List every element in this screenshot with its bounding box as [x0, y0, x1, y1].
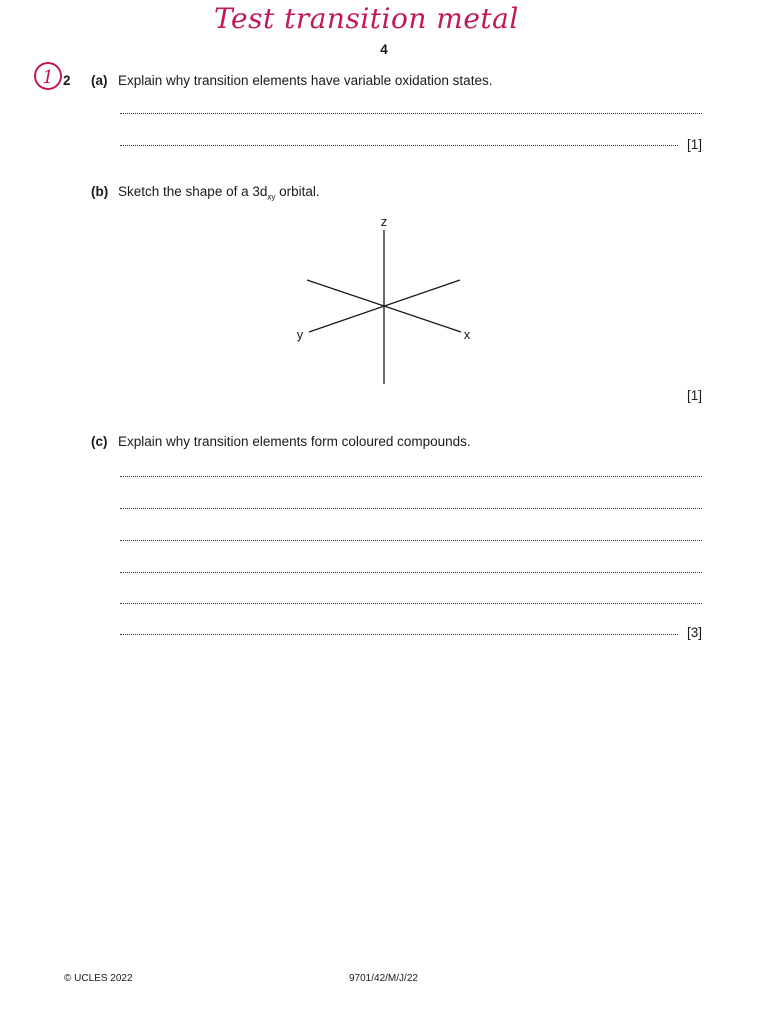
footer-code: 9701/42/M/J/22 — [349, 973, 418, 984]
answer-line[interactable] — [120, 508, 702, 509]
answer-line[interactable] — [120, 476, 702, 477]
part-a-label: (a) — [91, 73, 108, 88]
y-axis-label: y — [296, 327, 304, 342]
part-b-mark: [1] — [687, 388, 703, 403]
answer-line[interactable] — [120, 603, 702, 604]
footer-copyright: © UCLES 2022 — [64, 973, 133, 984]
part-b-label: (b) — [91, 184, 109, 199]
answer-line[interactable] — [120, 634, 678, 635]
x-axis-label: x — [463, 327, 471, 342]
handwritten-title: Test transition metal — [214, 2, 519, 35]
handwritten-question-circle: 1 — [34, 62, 62, 90]
page-number: 4 — [380, 42, 388, 57]
part-c-text: Explain why transition elements form coloured compounds. — [118, 434, 471, 449]
part-c-label: (c) — [91, 434, 108, 449]
part-b-text: Sketch the shape of a $3d_{xy}$ orbital. — [118, 184, 320, 202]
part-a-mark: [1] — [687, 137, 703, 152]
z-axis-label: z — [380, 214, 388, 229]
answer-line[interactable] — [120, 572, 702, 573]
part-c-mark: [3] — [687, 625, 703, 640]
answer-line[interactable] — [120, 540, 702, 541]
question-number: 2 — [63, 73, 71, 88]
part-a-text: Explain why transition elements have variable oxidation states. — [118, 73, 493, 88]
